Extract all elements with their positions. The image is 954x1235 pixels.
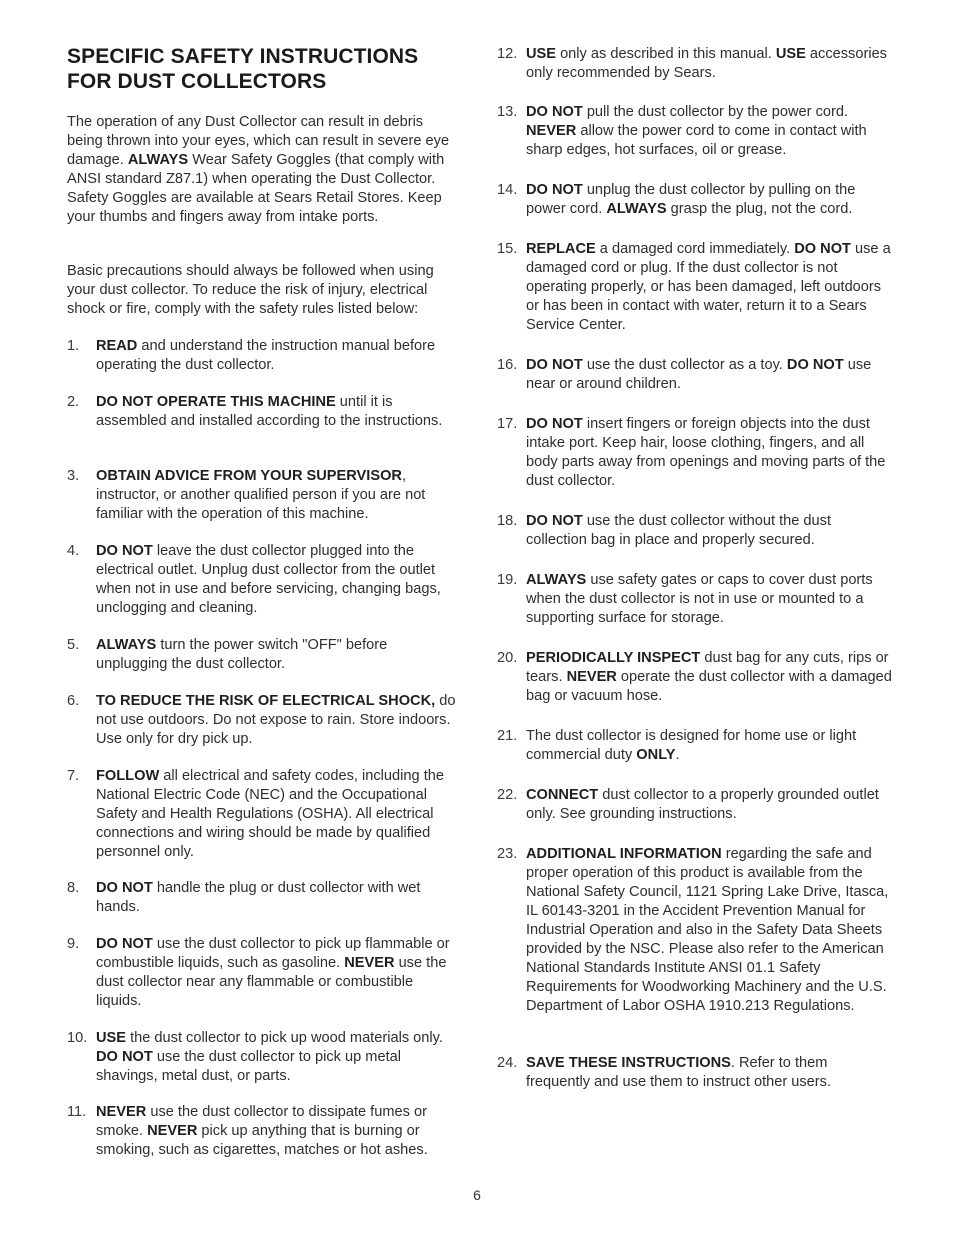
item-number: 10. [67,1030,88,1046]
safety-item-9 [67,935,459,1011]
item-text [526,845,892,1016]
item-emphasis: DO NOT [786,357,844,373]
item-emphasis: DO NOT [794,241,851,257]
item-emphasis: DO NOT OPERATE THIS MACHINE [96,394,336,410]
item-emphasis: SAVE THESE INSTRUCTIONS [526,1055,731,1071]
item-number: 2. [67,394,80,410]
item-text [96,767,459,862]
item-emphasis: NEVER [526,123,577,139]
item-number: 19. [497,572,518,588]
item-text [526,727,892,765]
item-emphasis: REPLACE [526,241,596,257]
item-emphasis: ALWAYS [526,572,587,588]
item-text-run: use a damaged cord or plug. If the dust collector is not operating properly, or has been damaged, left outdoors or has been in contact with water, return it to a Sears Service Center. [526,241,891,333]
safety-item-21 [497,727,892,765]
item-text-run: all electrical and safety codes, including the National Electric Code (NEC) and the Occupational Safety and Health Regulations (OSHA). All electrical connections and wiring should be made by qualified personnel only. [96,768,444,860]
item-number: 18. [497,513,518,529]
safety-item-6 [67,692,459,749]
safety-item-5 [67,636,459,674]
item-text [526,45,892,83]
item-text [96,636,459,674]
item-text-run: the dust collector to pick up wood materials only. [126,1030,443,1046]
item-text [526,240,892,335]
item-text-run: use the dust collector as a toy. [582,357,787,373]
safety-item-13 [497,103,892,160]
item-emphasis: ADDITIONAL INFORMATION [526,846,722,862]
item-text-run: allow the power cord to come in contact with sharp edges, hot surfaces, oil or grease. [526,123,867,158]
item-text [96,692,459,749]
item-emphasis: NEVER [344,955,395,971]
item-text-run: use the dust collector near any flammable or combustible liquids. [96,955,447,1009]
item-text-run: handle the plug or dust collector with wet hands. [96,880,421,915]
safety-item-23 [497,845,892,1016]
safety-item-1 [67,337,459,375]
item-text-run: do not use outdoors. Do not expose to rain. Store indoors. Use only for dry pick up. [96,693,456,747]
safety-item-10 [67,1029,459,1086]
item-emphasis: DO NOT [96,1049,153,1065]
item-number: 23. [497,846,518,862]
item-number: 9. [67,936,80,952]
item-emphasis: READ [96,338,138,354]
item-text [526,181,892,219]
item-emphasis: USE [526,46,557,62]
item-emphasis: ALWAYS [96,637,157,653]
item-text [526,1054,892,1092]
item-emphasis: DO NOT [526,182,583,198]
safety-item-16 [497,356,892,394]
item-text-run: . Refer to them frequently and use them to instruct other users. [526,1055,832,1090]
item-text [526,571,892,628]
safety-item-8 [67,879,459,917]
item-number: 8. [67,880,80,896]
item-number: 11. [67,1104,87,1120]
item-number: 16. [497,357,518,373]
page-number: 6 [473,1187,481,1203]
item-emphasis: TO REDUCE THE RISK OF ELECTRICAL SHOCK, [96,693,436,709]
item-number: 1. [67,338,80,354]
item-emphasis: NEVER [566,669,617,685]
item-text [96,542,459,618]
item-number: 13. [497,104,518,120]
item-text [526,103,892,160]
item-emphasis: FOLLOW [96,768,160,784]
safety-item-4 [67,542,459,618]
item-emphasis: USE [96,1030,127,1046]
item-text [96,879,459,917]
item-text-run: use the dust collector to pick up metal shavings, metal dust, or parts. [96,1049,401,1084]
intro-paragraph-2: Basic precautions should always be followed when using your dust collector. To reduce the risk of injury, electrical shock or fire, comply with the safety rules listed below: [67,263,434,317]
item-text [526,415,892,491]
item-text-run: , instructor, or another qualified person if you are not familiar with the operation of this machine. [96,468,426,522]
item-text [526,356,892,394]
item-number: 12. [497,46,518,62]
item-emphasis: USE [775,46,806,62]
item-text-run: dust bag for any cuts, rips or tears. [526,650,889,685]
item-emphasis: DO NOT [526,416,583,432]
item-text [96,1103,459,1160]
item-text-run: regarding the safe and proper operation of this product is available from the National Safety Council, 1121 Spring Lake Drive, Itasca, IL 60143-3201 in the Accident Prevention Manual for Industrial Operation and also in the Safety Data Sheets provided by the NSC. Please also refer to the American National Standards Institute ANSI 01.1 Safety Requirements for Woodworking Machinery and the U.S. Department of Labor OSHA 1910.213 Regulations. [526,846,889,1014]
safety-item-2 [67,393,459,431]
safety-item-19 [497,571,892,628]
item-text-run: grasp the plug, not the cord. [666,201,853,217]
item-number: 15. [497,241,518,257]
safety-item-3 [67,467,459,524]
item-emphasis: DO NOT [526,513,583,529]
item-emphasis: DO NOT [96,936,153,952]
page-title [67,44,418,94]
item-text-run: until it is assembled and installed according to the instructions. [96,394,443,429]
safety-item-22 [497,786,892,824]
safety-item-18 [497,512,892,550]
item-number: 7. [67,768,80,784]
item-text-run: leave the dust collector plugged into the electrical outlet. Unplug dust collector from the outlet when not in use and before servicing, changing bags, unclogging and cleaning. [96,543,441,616]
item-text-run: unplug the dust collector by pulling on the power cord. [526,182,856,217]
safety-item-24 [497,1054,892,1092]
item-text [96,337,459,375]
title-line-2: FOR DUST COLLECTORS [67,70,327,93]
item-emphasis: DO NOT [96,880,153,896]
item-text [96,393,459,431]
item-text-run: only as described in this manual. [556,46,776,62]
safety-item-14 [497,181,892,219]
item-emphasis: NEVER [147,1123,198,1139]
item-text-run: pull the dust collector by the power cord. [582,104,849,120]
item-number: 17. [497,416,518,432]
item-number: 24. [497,1055,518,1071]
item-emphasis: PERIODICALLY INSPECT [526,650,701,666]
safety-item-17 [497,415,892,491]
item-text-run: and understand the instruction manual before operating the dust collector. [96,338,436,373]
item-emphasis: ALWAYS [606,201,667,217]
item-text-run: turn the power switch "OFF" before unplugging the dust collector. [96,637,388,672]
item-number: 21. [497,728,518,744]
item-text-run: use safety gates or caps to cover dust ports when the dust collector is not in use or mounted to a supporting surface for storage. [526,572,873,626]
item-emphasis: OBTAIN ADVICE FROM YOUR SUPERVISOR [96,468,402,484]
safety-item-11 [67,1103,459,1160]
intro-paragraph-1: The operation of any Dust Collector can result in debris being thrown into your eyes, which can result in severe eye damage. ALWAYS Wear Safety Goggles (that comply with ANSI standard Z87.1) when operating the Dust Collector. Safety Goggles are available at Sears Retail Stores. Keep your thumbs and fingers away from intake ports. [67,114,450,225]
item-text-run: dust collector to a properly grounded outlet only. See grounding instructions. [526,787,879,822]
item-number: 20. [497,650,518,666]
item-text-run: pick up anything that is burning or smoking, such as cigarettes, matches or hot ashes. [96,1123,428,1158]
safety-item-15 [497,240,892,335]
item-text-run: use the dust collector to dissipate fumes or smoke. [96,1104,427,1139]
title-line-1: SPECIFIC SAFETY INSTRUCTIONS [67,45,419,68]
item-emphasis: DO NOT [96,543,153,559]
safety-item-20 [497,649,892,706]
item-number: 14. [497,182,518,198]
item-text-run: a damaged cord immediately. [595,241,795,257]
item-text [96,467,459,524]
safety-item-12 [497,45,892,83]
item-text [526,649,892,706]
item-text-run: The dust collector is designed for home use or light commercial duty [526,728,857,763]
item-number: 6. [67,693,80,709]
item-emphasis: NEVER [96,1104,147,1120]
item-emphasis: CONNECT [526,787,599,803]
item-emphasis: DO NOT [526,357,583,373]
item-text-run: use the dust collector without the dust collection bag in place and properly secured. [526,513,832,548]
item-emphasis: ONLY [636,747,676,763]
item-text-run: insert fingers or foreign objects into the dust intake port. Keep hair, loose clothing, fingers, and all body parts away from openings and moving parts of the dust collector. [526,416,886,489]
item-number: 3. [67,468,80,484]
item-text [96,935,459,1011]
item-text-run: . [675,747,680,763]
item-number: 5. [67,637,80,653]
item-text-run: use the dust collector to pick up flammable or combustible liquids, such as gasoline. [96,936,450,971]
item-text [526,786,892,824]
item-text [526,512,892,550]
item-text-run: use near or around children. [526,357,872,392]
item-text-run: accessories only recommended by Sears. [526,46,887,81]
item-text-run: operate the dust collector with a damaged bag or vacuum hose. [526,669,892,704]
item-text [96,1029,459,1086]
item-emphasis: DO NOT [526,104,583,120]
item-number: 22. [497,787,518,803]
safety-item-7 [67,767,459,862]
item-number: 4. [67,543,80,559]
